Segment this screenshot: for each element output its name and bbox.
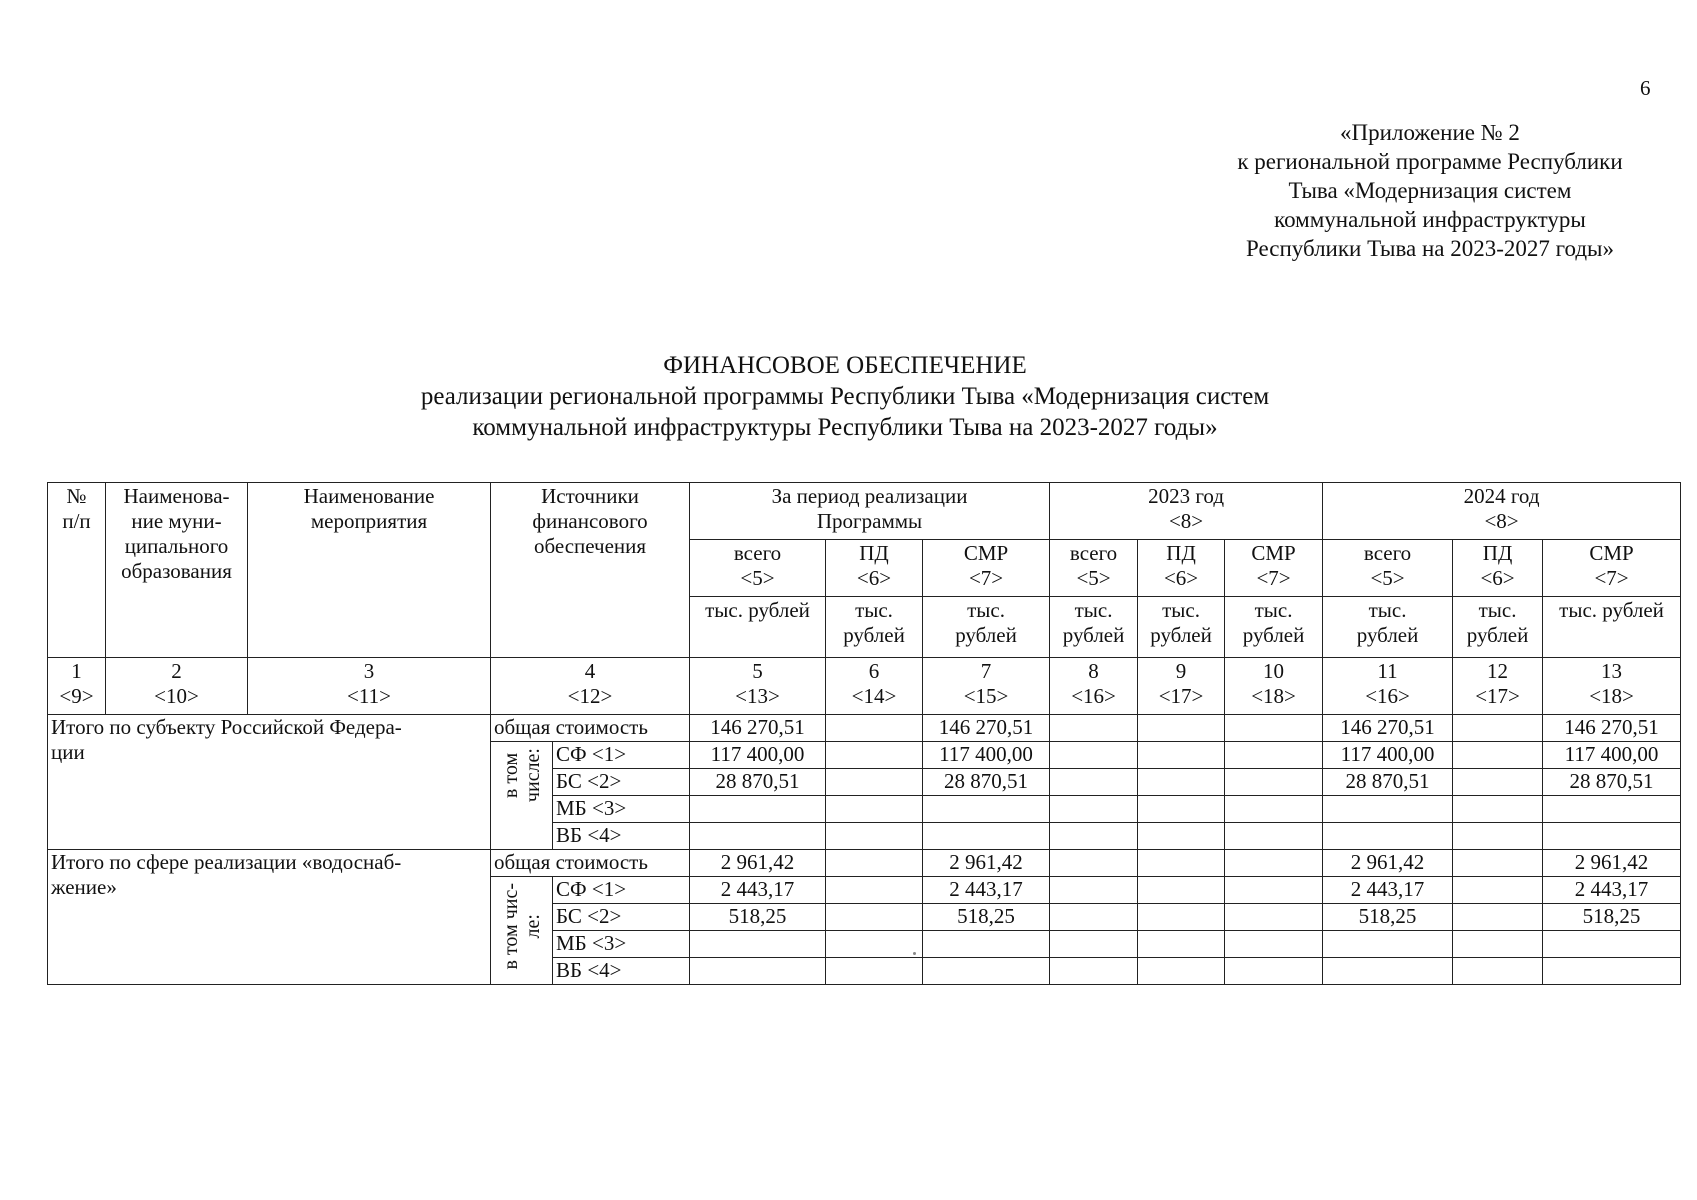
source-name: БС <2> <box>553 904 690 931</box>
value-cell <box>1225 796 1323 823</box>
unit-text: тыс. <box>1254 598 1293 622</box>
value-cell <box>826 958 923 985</box>
value-cell <box>1050 715 1138 742</box>
column-number <box>1323 658 1453 715</box>
value-cell <box>1138 823 1225 850</box>
header-row <box>48 483 1681 540</box>
total-cost-label: общая стоимость <box>491 850 690 877</box>
value-cell <box>826 769 923 796</box>
value-cell <box>1050 742 1138 769</box>
unit-text: тыс. <box>967 598 1005 622</box>
value-cell <box>1453 877 1543 904</box>
value-cell <box>1543 931 1681 958</box>
source-name: СФ <1> <box>553 877 690 904</box>
column-number-index: 7 <box>980 659 992 683</box>
value-cell <box>1225 769 1323 796</box>
value-cell: 2 961,42 <box>690 850 826 877</box>
header-construction-note: <7> <box>1256 566 1291 590</box>
appendix-line: коммунальной инфраструктуры <box>1274 207 1586 232</box>
column-number-note: <10> <box>154 684 199 708</box>
section-label-line: жение» <box>51 875 117 899</box>
column-number <box>491 658 690 715</box>
column-number-note: <9> <box>59 684 94 708</box>
value-cell <box>826 715 923 742</box>
value-cell <box>1138 742 1225 769</box>
value-cell: 146 270,51 <box>690 715 826 742</box>
value-cell <box>1225 904 1323 931</box>
value-cell <box>1225 850 1323 877</box>
unit-text: рублей <box>1356 623 1419 647</box>
table-row <box>48 715 1681 742</box>
header-design-text: ПД <box>1482 541 1513 565</box>
value-cell <box>1138 850 1225 877</box>
header-construction <box>1225 540 1323 597</box>
column-number-index: 13 <box>1601 659 1623 683</box>
value-cell: 518,25 <box>923 904 1050 931</box>
appendix-block <box>1150 118 1697 263</box>
value-cell <box>690 796 826 823</box>
header-total <box>1323 540 1453 597</box>
column-number-index: 10 <box>1263 659 1285 683</box>
header-total-note: <5> <box>740 566 775 590</box>
header-design-note: <6> <box>1480 566 1515 590</box>
header-unit <box>1138 597 1225 658</box>
column-number-index: 11 <box>1377 659 1398 683</box>
appendix-line: к региональной программе Республики <box>1237 149 1623 174</box>
column-number-note: <16> <box>1071 684 1116 708</box>
unit-text: рублей <box>1062 623 1125 647</box>
column-number-index: 6 <box>868 659 880 683</box>
value-cell: 146 270,51 <box>1543 715 1681 742</box>
unit-text: рублей <box>843 623 905 647</box>
column-number <box>1138 658 1225 715</box>
header-total-note: <5> <box>1076 566 1111 590</box>
column-number-note: <12> <box>567 684 613 708</box>
value-cell: 117 400,00 <box>1323 742 1453 769</box>
value-cell <box>690 823 826 850</box>
value-cell <box>826 904 923 931</box>
column-number-note: <13> <box>735 684 780 708</box>
unit-text: тыс. <box>1074 598 1113 622</box>
value-cell: 117 400,00 <box>690 742 826 769</box>
value-cell <box>923 958 1050 985</box>
header-total-text: всего <box>733 541 782 565</box>
header-design <box>1138 540 1225 597</box>
header-year-2023: 2023 год <8> <box>1050 483 1323 540</box>
column-number-index: 5 <box>752 659 763 683</box>
value-cell: 117 400,00 <box>1543 742 1681 769</box>
column-number-index: 4 <box>584 659 596 683</box>
header-construction-text: СМР <box>963 541 1009 565</box>
column-number-note: <11> <box>347 684 391 708</box>
value-cell: 28 870,51 <box>690 769 826 796</box>
header-total-text: всего <box>1363 541 1412 565</box>
value-cell <box>826 796 923 823</box>
value-cell <box>923 823 1050 850</box>
value-cell: 518,25 <box>690 904 826 931</box>
column-number-note: <16> <box>1365 684 1410 708</box>
unit-text: тыс. рублей <box>705 598 810 622</box>
unit-text: рублей <box>1242 623 1305 647</box>
header-design-note: <6> <box>1163 566 1199 590</box>
including-line: в том чис- <box>499 883 522 970</box>
column-number <box>1453 658 1543 715</box>
header-construction-text: СМР <box>1589 541 1634 565</box>
header-unit <box>1225 597 1323 658</box>
column-number-index: 12 <box>1487 659 1509 683</box>
section-label <box>48 715 491 850</box>
section-label-line: Итого по субъекту Российской Федера- <box>51 715 402 739</box>
value-cell <box>826 931 923 958</box>
value-cell <box>923 931 1050 958</box>
including-line: в том <box>499 752 522 798</box>
value-cell: 2 443,17 <box>1323 877 1453 904</box>
value-cell <box>826 742 923 769</box>
value-cell <box>826 877 923 904</box>
value-cell <box>1453 850 1543 877</box>
value-cell <box>1138 931 1225 958</box>
value-cell <box>1225 958 1323 985</box>
column-number <box>1543 658 1681 715</box>
value-cell <box>1050 931 1138 958</box>
column-number <box>826 658 923 715</box>
title-heading: ФИНАНСОВОЕ ОБЕСПЕЧЕНИЕ <box>663 352 1027 379</box>
unit-text: тыс. <box>1162 598 1200 622</box>
value-cell <box>826 823 923 850</box>
column-number <box>690 658 826 715</box>
page-number: 6 <box>1640 76 1651 100</box>
header-design-note: <6> <box>856 566 892 590</box>
value-cell <box>1225 742 1323 769</box>
appendix-line: «Приложение № 2 <box>1340 120 1520 145</box>
value-cell <box>1225 823 1323 850</box>
value-cell: 28 870,51 <box>1323 769 1453 796</box>
value-cell: 2 443,17 <box>1543 877 1681 904</box>
value-cell <box>1323 796 1453 823</box>
header-unit <box>690 597 826 658</box>
total-cost-label: общая стоимость <box>491 715 690 742</box>
financing-table <box>47 482 1681 985</box>
title-line: коммунальной инфраструктуры Республики Тыва на 2023-2027 годы» <box>472 414 1218 441</box>
value-cell <box>690 931 826 958</box>
value-cell <box>1050 796 1138 823</box>
value-cell <box>1138 958 1225 985</box>
header-activity: Наименование мероприятия <box>248 483 491 658</box>
value-cell <box>1323 823 1453 850</box>
source-name: МБ <3> <box>553 796 690 823</box>
value-cell <box>1050 877 1138 904</box>
scan-speck <box>913 952 916 955</box>
value-cell: 518,25 <box>1543 904 1681 931</box>
value-cell: 2 961,42 <box>923 850 1050 877</box>
header-unit <box>1543 597 1681 658</box>
value-cell <box>1453 958 1543 985</box>
value-cell <box>1453 904 1543 931</box>
column-number-note: <18> <box>1251 684 1296 708</box>
value-cell: 2 443,17 <box>923 877 1050 904</box>
header-design <box>826 540 923 597</box>
header-sources: Источники финансового обеспечения <box>491 483 690 658</box>
column-number <box>923 658 1050 715</box>
column-number <box>106 658 248 715</box>
header-unit <box>826 597 923 658</box>
value-cell <box>1225 877 1323 904</box>
value-cell <box>1453 769 1543 796</box>
header-design-text: ПД <box>1166 541 1196 565</box>
column-number-note: <18> <box>1589 684 1634 708</box>
value-cell <box>1453 931 1543 958</box>
unit-text: тыс. рублей <box>1559 598 1664 622</box>
value-cell <box>690 958 826 985</box>
header-construction-note: <7> <box>1594 566 1629 590</box>
column-number-index: 2 <box>171 659 182 683</box>
unit-text: рублей <box>955 623 1017 647</box>
column-number-index: 3 <box>363 659 375 683</box>
source-name: СФ <1> <box>553 742 690 769</box>
header-design-text: ПД <box>859 541 889 565</box>
source-name: ВБ <4> <box>553 958 690 985</box>
header-construction-note: <7> <box>968 566 1004 590</box>
value-cell <box>1543 796 1681 823</box>
value-cell: 2 443,17 <box>690 877 826 904</box>
header-design <box>1453 540 1543 597</box>
header-unit <box>1323 597 1453 658</box>
including-label <box>491 877 553 985</box>
source-name: МБ <3> <box>553 931 690 958</box>
value-cell <box>1138 877 1225 904</box>
header-unit <box>1050 597 1138 658</box>
value-cell <box>1138 769 1225 796</box>
value-cell: 28 870,51 <box>1543 769 1681 796</box>
table-row <box>48 850 1681 877</box>
value-cell: 2 961,42 <box>1323 850 1453 877</box>
header-total <box>690 540 826 597</box>
including-line: ле: <box>521 914 544 939</box>
column-number-index: 1 <box>71 659 82 683</box>
value-cell <box>923 796 1050 823</box>
value-cell <box>1050 769 1138 796</box>
appendix-line: Тыва «Модернизация систем <box>1288 178 1572 203</box>
unit-text: рублей <box>1150 623 1212 647</box>
value-cell <box>1453 742 1543 769</box>
including-label <box>491 742 553 850</box>
column-number <box>1050 658 1138 715</box>
document-title <box>300 350 1390 443</box>
title-line: реализации региональной программы Республики Тыва «Модернизация систем <box>420 383 1270 410</box>
value-cell <box>1050 823 1138 850</box>
header-construction <box>1543 540 1681 597</box>
value-cell: 518,25 <box>1323 904 1453 931</box>
value-cell <box>1543 823 1681 850</box>
unit-text: тыс. <box>1478 598 1517 622</box>
including-text <box>500 883 544 970</box>
header-total <box>1050 540 1138 597</box>
source-name: ВБ <4> <box>553 823 690 850</box>
column-number-note: <17> <box>1158 684 1204 708</box>
column-number-index: 9 <box>1175 659 1187 683</box>
value-cell <box>1050 958 1138 985</box>
header-construction-text: СМР <box>1251 541 1296 565</box>
unit-text: рублей <box>1466 623 1529 647</box>
value-cell: 2 961,42 <box>1543 850 1681 877</box>
column-number-index: 8 <box>1088 659 1099 683</box>
including-line: числе: <box>521 748 544 803</box>
value-cell <box>1050 850 1138 877</box>
value-cell <box>1225 931 1323 958</box>
value-cell <box>1050 904 1138 931</box>
value-cell: 146 270,51 <box>1323 715 1453 742</box>
header-number: № п/п <box>48 483 106 658</box>
value-cell: 28 870,51 <box>923 769 1050 796</box>
value-cell <box>1323 931 1453 958</box>
unit-text: тыс. <box>855 598 893 622</box>
value-cell: 146 270,51 <box>923 715 1050 742</box>
column-number-note: <14> <box>851 684 897 708</box>
column-number-row <box>48 658 1681 715</box>
section-label-line: Итого по сфере реализации «водоснаб- <box>51 850 402 874</box>
unit-text: тыс. <box>1368 598 1407 622</box>
column-number <box>248 658 491 715</box>
header-year-2024: 2024 год <8> <box>1323 483 1681 540</box>
column-number <box>48 658 106 715</box>
value-cell <box>1543 958 1681 985</box>
section-label <box>48 850 491 985</box>
column-number <box>1225 658 1323 715</box>
value-cell <box>1138 796 1225 823</box>
header-unit <box>1453 597 1543 658</box>
value-cell: 117 400,00 <box>923 742 1050 769</box>
source-name: БС <2> <box>553 769 690 796</box>
value-cell <box>1225 715 1323 742</box>
header-total-text: всего <box>1069 541 1118 565</box>
value-cell <box>1453 715 1543 742</box>
value-cell <box>1453 823 1543 850</box>
header-program-period: За период реализации Программы <box>690 483 1050 540</box>
value-cell <box>1453 796 1543 823</box>
value-cell <box>1323 958 1453 985</box>
column-number-note: <15> <box>963 684 1009 708</box>
appendix-line: Республики Тыва на 2023-2027 годы» <box>1245 236 1615 261</box>
header-municipality: Наименова- ние муни- ципального образования <box>106 483 248 658</box>
header-construction <box>923 540 1050 597</box>
column-number-note: <17> <box>1475 684 1520 708</box>
value-cell <box>1138 904 1225 931</box>
header-unit <box>923 597 1050 658</box>
value-cell <box>1138 715 1225 742</box>
value-cell <box>826 850 923 877</box>
section-label-line: ции <box>51 740 85 764</box>
header-total-note: <5> <box>1370 566 1405 590</box>
including-text <box>500 748 544 802</box>
